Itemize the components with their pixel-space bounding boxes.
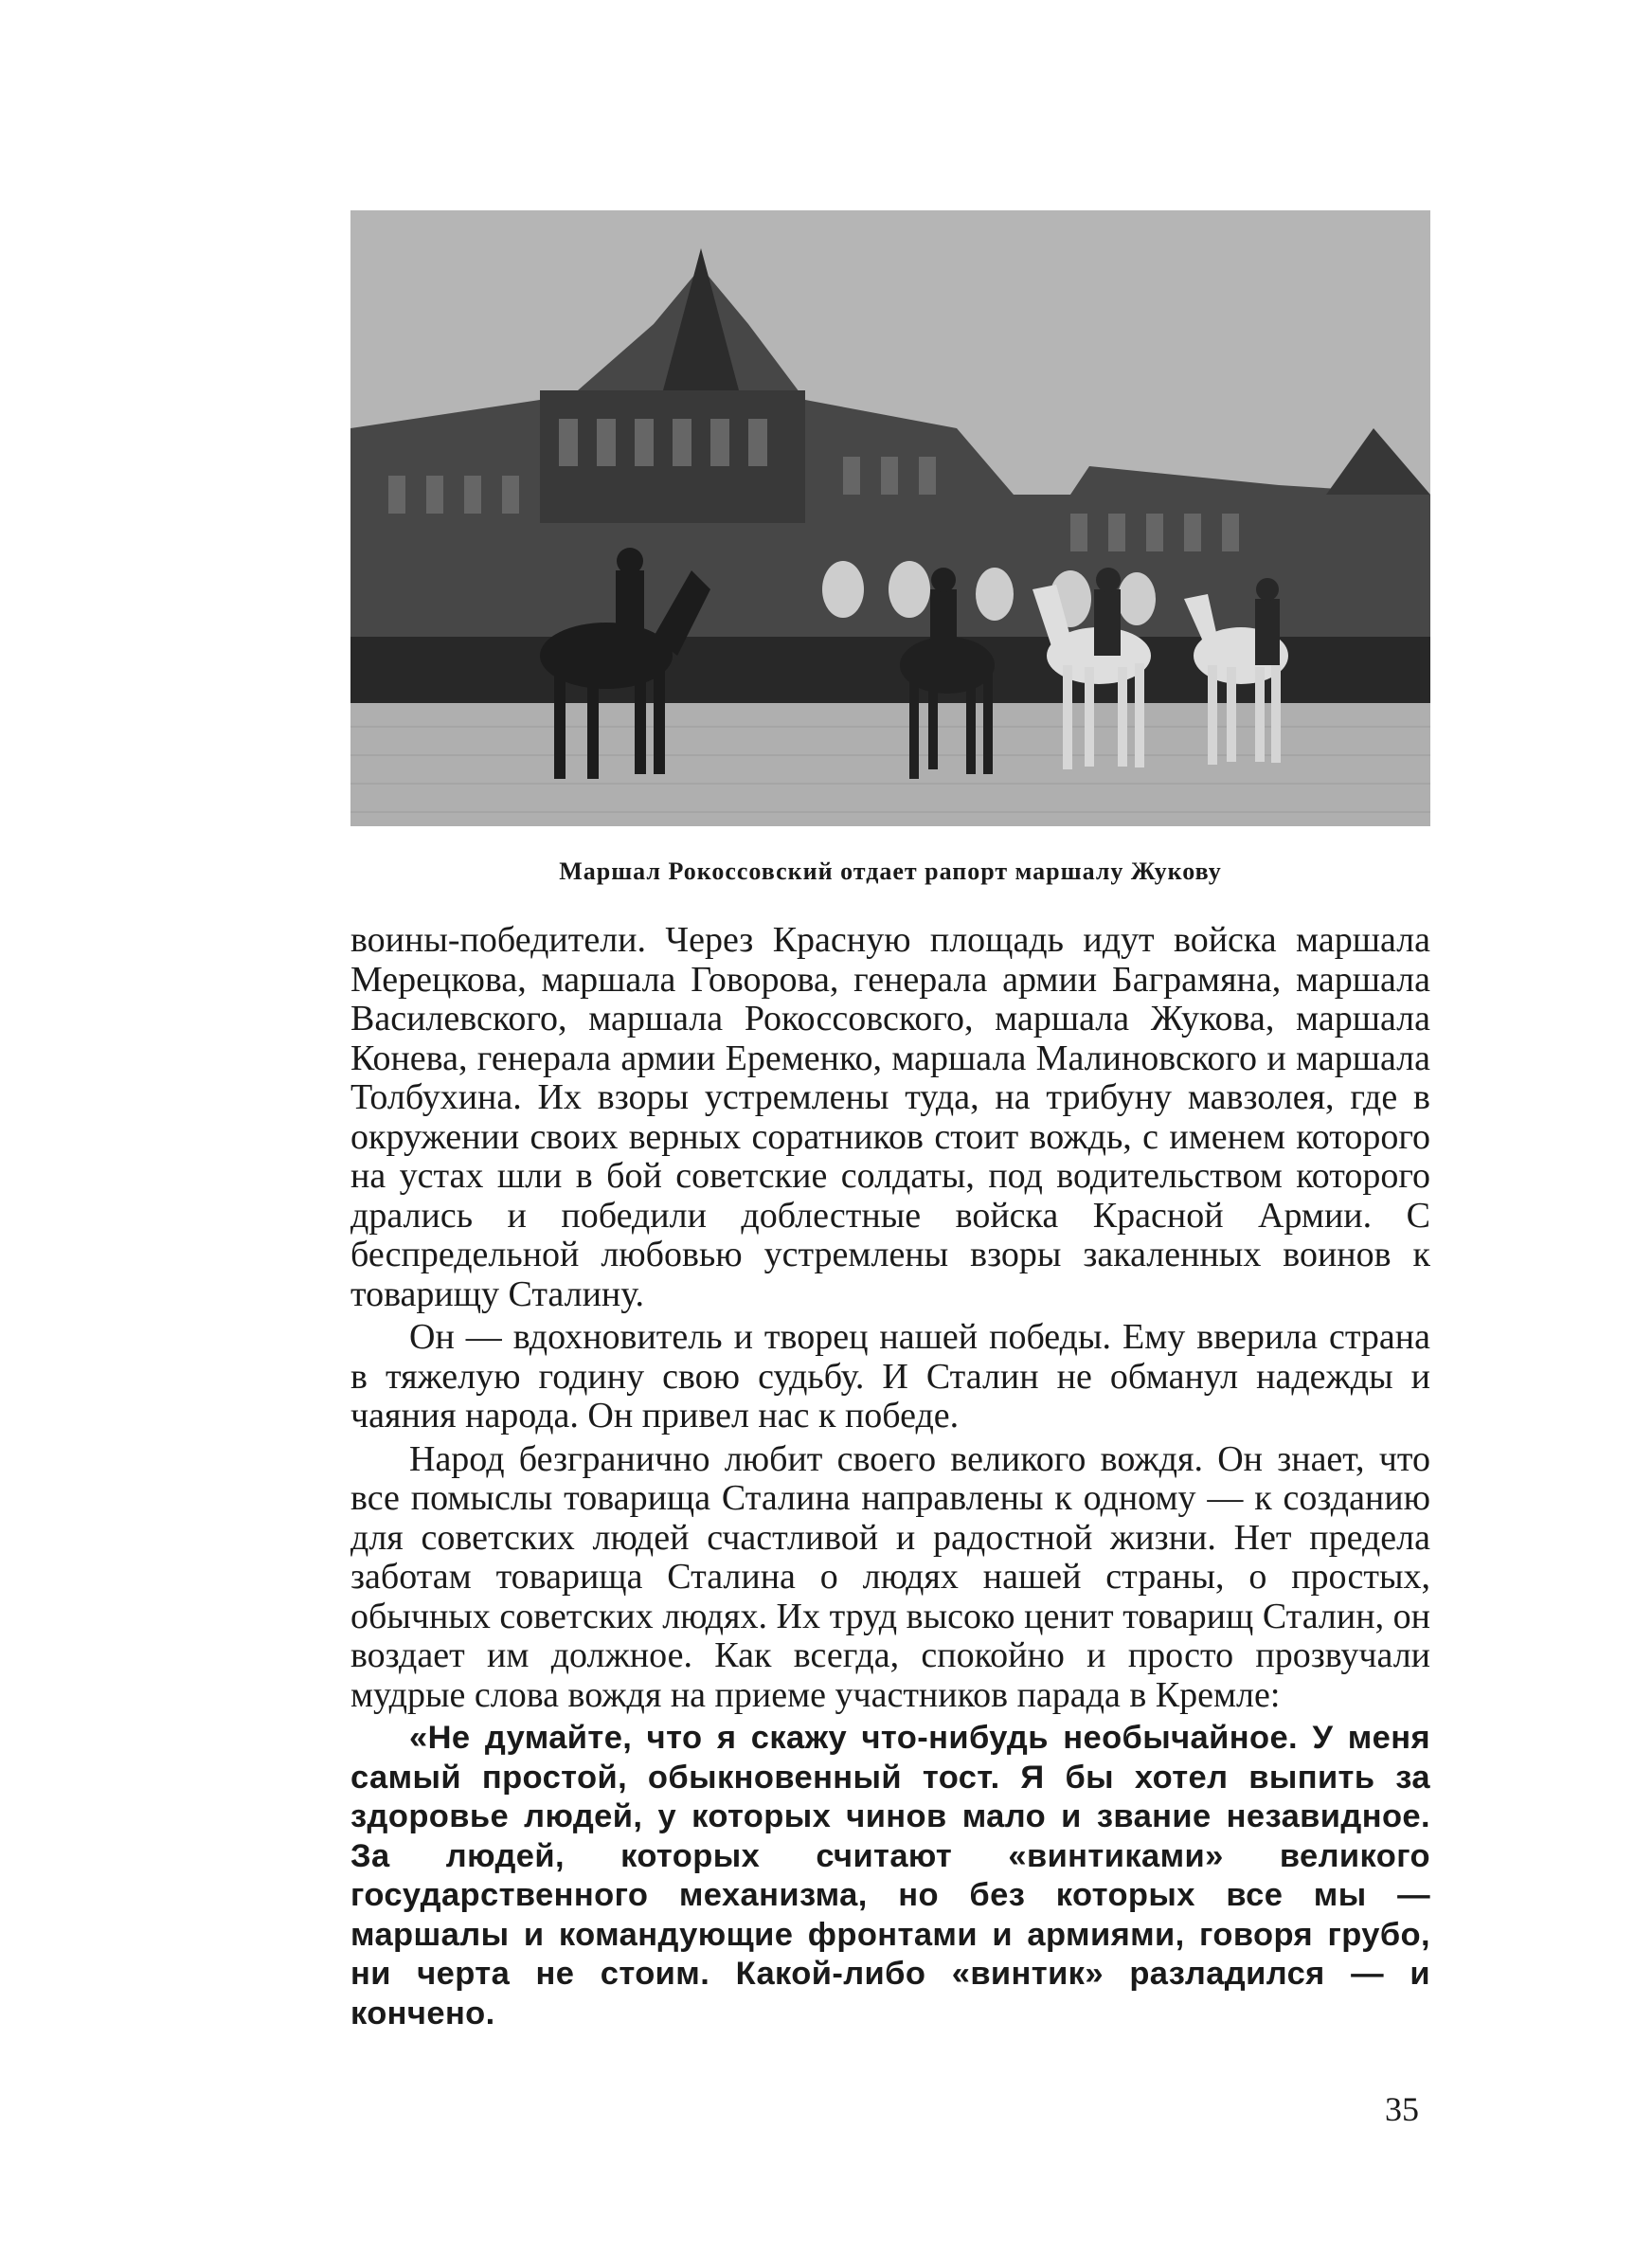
stalin-quote: «Не думайте, что я скажу что-нибудь необычайное. У меня самый простой, обыкновенный тост. Я бы хотел выпить за здоровье людей, у которых чинов мало и звание незавидное. За людей, которых считают «винтиками» великого государственного механизма, но без которых все мы — маршалы и командующие фронтами и армиями, говоря грубо, ни черта не стоим. Какой-либо «винтик» разладился — и кончено. [350,1720,1430,2031]
parade-photo-illustration [350,210,1430,826]
paragraph-1: воины-победители. Через Красную площадь идут войска маршала Мерецкова, маршала Говорова, генерала армии Баграмяна, маршала Василевского, маршала Рокоссовского, маршала Жукова, маршала Конева, генерала армии Еременко, маршала Малиновского и маршала Толбухина. Их взоры устремлены туда, на трибуну мавзолея, где в окружении своих верных соратников стоит вождь, с именем которого на устах шли в бой советские солдаты, под водительством которого дрались и победили доблестные войска Красной Армии. С беспредельной любовью устремлены взоры закаленных воинов к товарищу Сталину. [350,920,1430,1314]
photo-caption: Маршал Рокоссовский отдает рапорт маршалу Жукову [559,858,1222,885]
page-number: 35 [1385,2090,1419,2128]
paragraph-2: Он — вдохновитель и творец нашей победы. Ему вверила страна в тяжелую годину свою судьбу. И Сталин не обманул надежды и чаяния народа. Он привел нас к победе. [350,1317,1430,1435]
body-text [350,921,1430,2033]
parade-photo [350,210,1430,826]
paragraph-3: Народ безгранично любит своего великого вождя. Он знает, что все помыслы товарища Сталина направлены к одному — к созданию для советских людей счастливой и радостной жизни. Нет предела заботам товарища Сталина о людях нашей страны, о простых, обычных советских людях. Их труд высоко ценит товарищ Сталин, он воздает им должное. Как всегда, спокойно и просто прозвучали мудрые слова вождя на приеме участников парада в Кремле: [350,1438,1430,1715]
